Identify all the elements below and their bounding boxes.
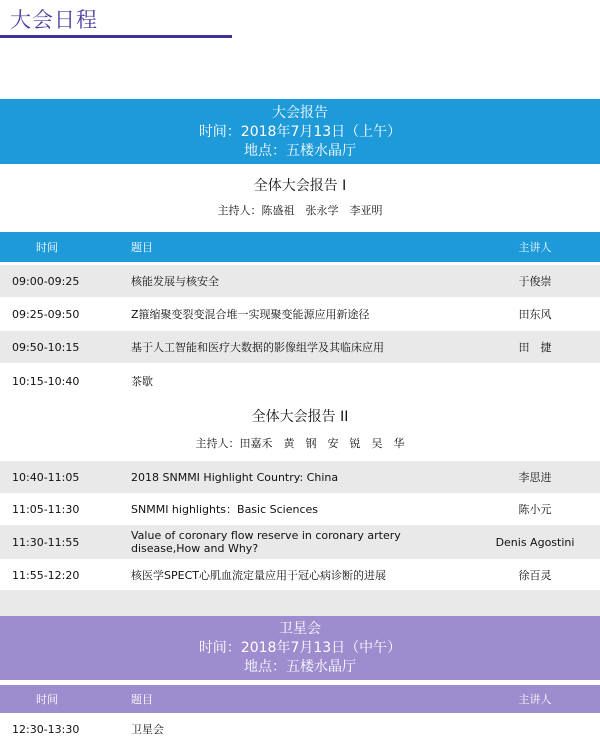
session2-hosts-wrap xyxy=(0,435,600,451)
plenary-banner-time: 时间：2018年7月13日（上午） xyxy=(198,124,402,140)
table-row xyxy=(0,494,600,524)
row-speaker xyxy=(480,364,590,398)
row-time: 10:40-11:05 xyxy=(12,470,80,484)
row-time: 10:15-10:40 xyxy=(12,374,80,388)
row-speaker: 李思进 xyxy=(518,471,552,484)
plenary-banner xyxy=(0,99,600,164)
session1-hosts: 主持人：陈盛祖 张永学 李亚明 xyxy=(217,204,383,217)
row-time: 11:55-12:20 xyxy=(12,568,80,582)
row-topic: Value of coronary flow reserve in coronary artery disease,How and Why? xyxy=(131,529,401,555)
row-speaker: 于俊崇 xyxy=(518,275,552,288)
session2-title: 全体大会报告 II xyxy=(251,409,349,425)
header-topic: 题目 xyxy=(131,241,153,254)
row-time: 09:25-09:50 xyxy=(12,307,80,321)
table-row xyxy=(0,560,600,590)
table-row xyxy=(0,714,600,744)
table-row xyxy=(0,298,600,330)
table-row xyxy=(0,331,600,363)
satellite-banner-time: 时间：2018年7月13日（中午） xyxy=(198,640,402,656)
satellite-table-header xyxy=(0,685,600,713)
section-spacer xyxy=(0,590,600,616)
satellite-banner-venue: 地点：五楼水晶厅 xyxy=(244,659,356,675)
row-topic: 茶歇 xyxy=(131,374,153,388)
row-topic: 基于人工智能和医疗大数据的影像组学及其临床应用 xyxy=(131,340,384,354)
row-time: 11:05-11:30 xyxy=(12,502,80,516)
session1-hosts-wrap xyxy=(0,202,600,218)
plenary-table-header xyxy=(0,232,600,262)
header-time: 时间 xyxy=(36,693,58,706)
session1-title: 全体大会报告 I xyxy=(253,178,347,194)
session2-heading xyxy=(0,406,600,426)
row-time: 11:30-11:55 xyxy=(12,535,80,549)
table-row xyxy=(0,364,600,398)
row-topic: 核能发展与核安全 xyxy=(131,274,219,288)
table-row xyxy=(0,265,600,297)
header-speaker: 主讲人 xyxy=(518,693,552,706)
row-speaker: Denis Agostini xyxy=(495,535,575,549)
row-topic: Z箍缩聚变裂变混合堆一实现聚变能源应用新途径 xyxy=(131,307,370,321)
session2-hosts: 主持人：田嘉禾 黄 钢 安 锐 吴 华 xyxy=(195,437,405,450)
table-row xyxy=(0,525,600,559)
plenary-banner-venue: 地点：五楼水晶厅 xyxy=(244,143,356,159)
row-speaker: 徐百灵 xyxy=(518,569,552,582)
header-time: 时间 xyxy=(36,241,58,254)
header-topic: 题目 xyxy=(131,693,153,706)
row-topic: 2018 SNMMI Highlight Country: China xyxy=(131,470,339,484)
title-underline xyxy=(0,35,232,38)
session1-heading xyxy=(0,175,600,195)
satellite-banner xyxy=(0,616,600,680)
row-speaker xyxy=(480,714,590,744)
row-speaker: 田东风 xyxy=(518,308,552,321)
row-topic: SNMMI highlights：Basic Sciences xyxy=(131,502,319,516)
row-time: 12:30-13:30 xyxy=(12,722,80,736)
row-topic: 核医学SPECT心肌血流定量应用于冠心病诊断的进展 xyxy=(131,568,386,582)
row-time: 09:00-09:25 xyxy=(12,274,80,288)
row-time: 09:50-10:15 xyxy=(12,340,80,354)
page-title: 大会日程 xyxy=(10,8,98,32)
plenary-banner-title: 大会报告 xyxy=(272,105,328,121)
satellite-banner-title: 卫星会 xyxy=(279,621,321,637)
row-topic: 卫星会 xyxy=(131,722,164,736)
table-row xyxy=(0,461,600,493)
row-speaker: 陈小元 xyxy=(518,503,552,516)
row-speaker: 田 捷 xyxy=(518,341,552,354)
header-speaker: 主讲人 xyxy=(518,241,552,254)
